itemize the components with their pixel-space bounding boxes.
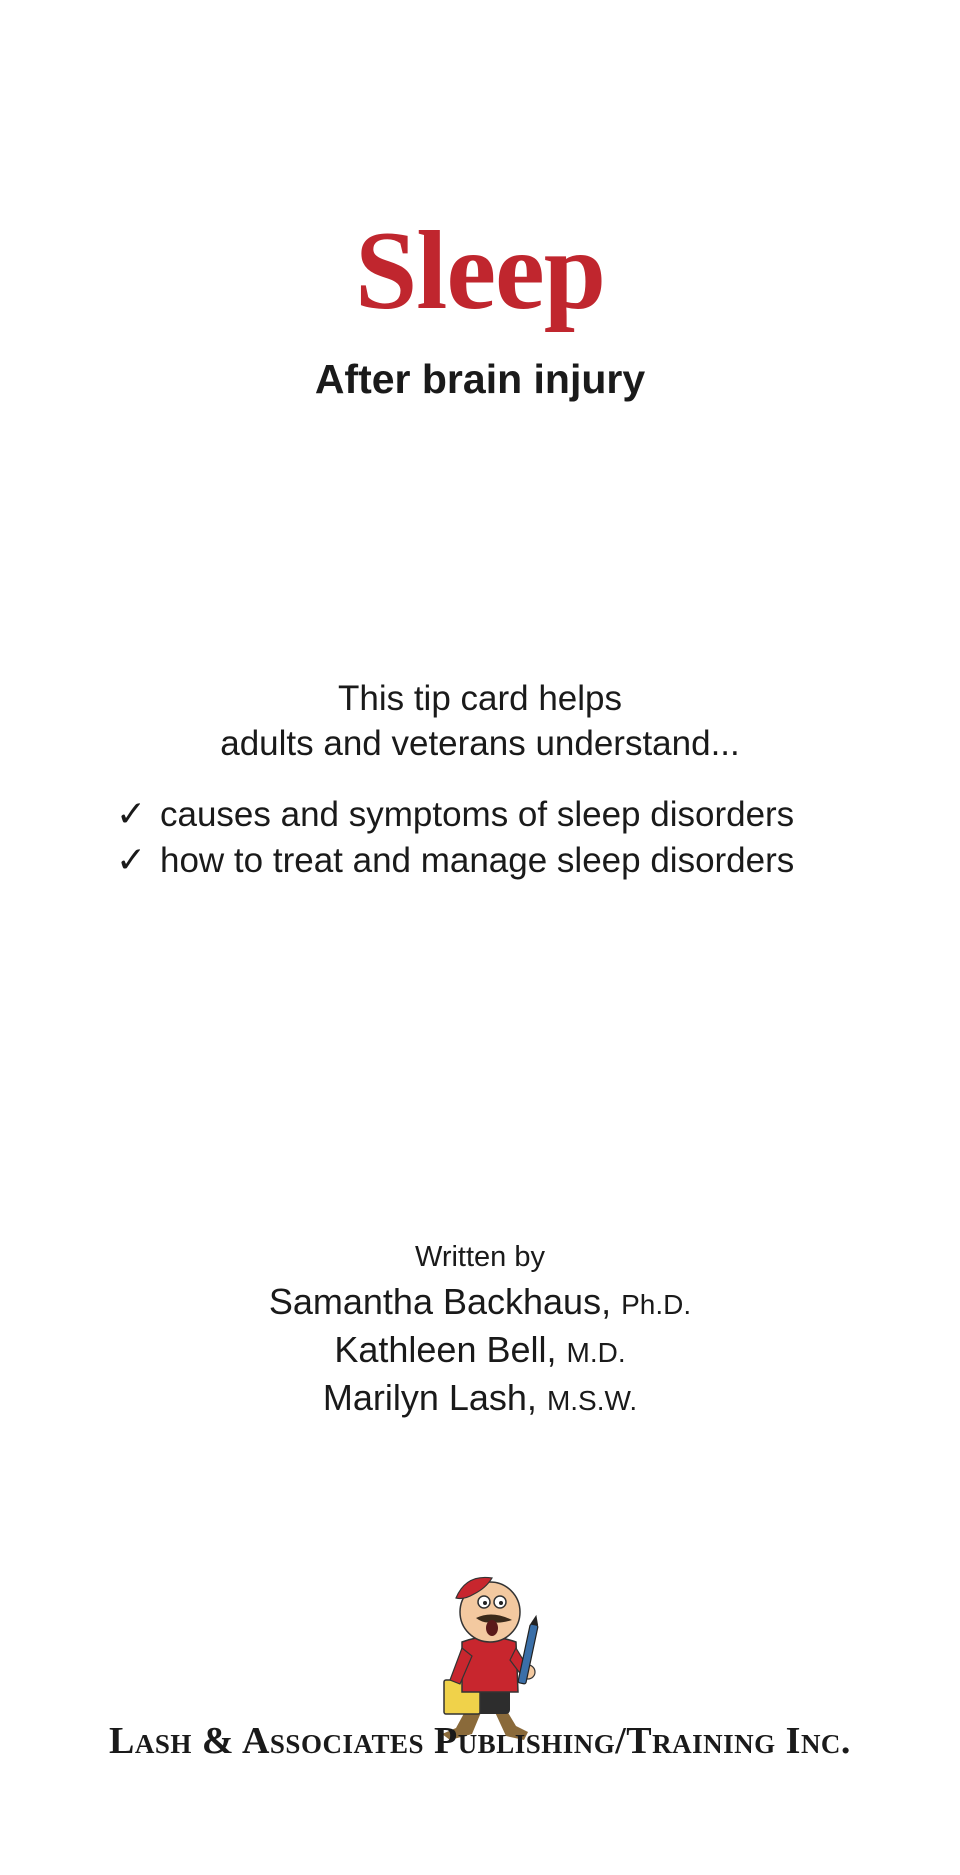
- author-credential: M.D.: [566, 1337, 626, 1368]
- written-by-label: Written by: [414, 1241, 545, 1273]
- author-line: [0, 1327, 960, 1375]
- checklist-item-text: how to treat and manage sleep disorders: [160, 841, 795, 880]
- intro-line-1: This tip card helps: [337, 679, 623, 718]
- author-credits: [0, 1237, 960, 1423]
- author-credential: M.S.W.: [546, 1385, 638, 1416]
- author-name: Kathleen Bell,: [334, 1329, 557, 1370]
- author-line: [0, 1375, 960, 1423]
- checklist-item: [116, 792, 916, 838]
- check-mark-icon: ✓: [116, 840, 147, 881]
- topic-checklist: [116, 792, 916, 884]
- author-name: Marilyn Lash,: [322, 1377, 537, 1418]
- author-name: Samantha Backhaus,: [268, 1281, 612, 1322]
- check-mark-icon: ✓: [116, 794, 147, 835]
- intro-text: [0, 676, 960, 766]
- page-title: Sleep: [354, 209, 606, 333]
- author-line: [0, 1279, 960, 1327]
- intro-line-2: adults and veterans understand...: [220, 724, 740, 763]
- author-credential: Ph.D.: [621, 1289, 692, 1320]
- page-subtitle: After brain injury: [314, 356, 646, 402]
- checklist-item: [116, 838, 916, 884]
- publisher-name: Lash & Associates Publishing/Training Inc.: [109, 1720, 851, 1762]
- checklist-item-text: causes and symptoms of sleep disorders: [160, 795, 795, 834]
